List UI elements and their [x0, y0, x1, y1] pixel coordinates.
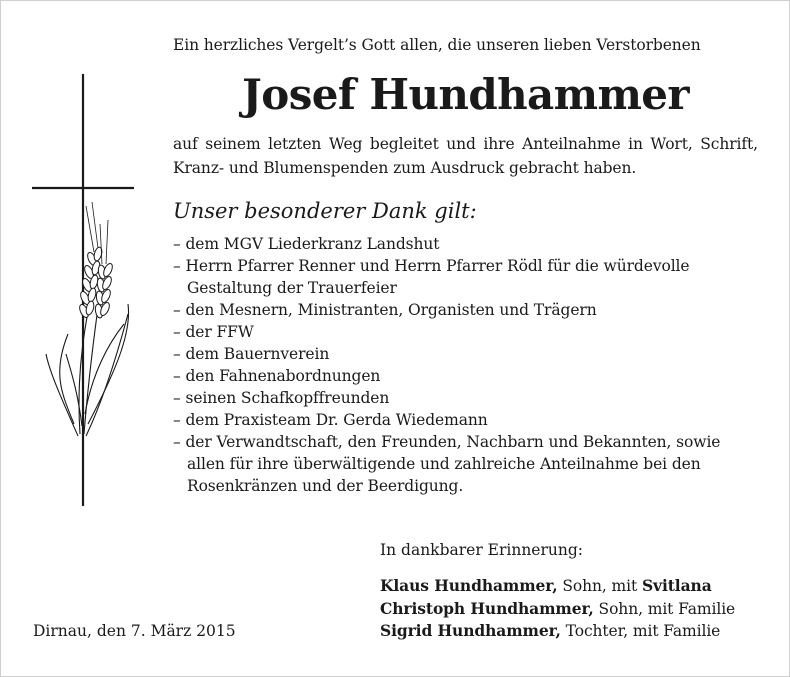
- intro-text: Ein herzliches Vergelt’s Gott allen, die unseren lieben Verstorbenen: [173, 36, 701, 54]
- signature-partner: Svitlana: [641, 576, 712, 595]
- signature-relation: Sohn, mit: [557, 577, 642, 595]
- list-item: – der Verwandtschaft, den Freunden, Nachbarn und Bekannten, sowie allen für ihre überwältigende und zahlreiche Anteilnahme bei den Rosenkränzen und der Beerdigung.: [173, 433, 721, 495]
- list-item: – seinen Schafkopffreunden: [173, 389, 390, 407]
- cross-with-wheat-icon: [28, 74, 148, 514]
- list-item: – dem MGV Liederkranz Landshut: [173, 235, 440, 253]
- signature-line: [380, 620, 780, 643]
- thanks-list: [173, 233, 758, 497]
- list-item: – dem Praxisteam Dr. Gerda Wiedemann: [173, 411, 488, 429]
- signature-line: [380, 575, 780, 598]
- closing-line: In dankbarer Erinnerung:: [380, 541, 583, 559]
- list-item: – den Fahnenabordnungen: [173, 367, 381, 385]
- list-item: – Herrn Pfarrer Renner und Herrn Pfarrer Rödl für die würdevolle Gestaltung der Trauerfeier: [173, 257, 690, 297]
- signatures: [380, 575, 780, 643]
- list-item: – dem Bauernverein: [173, 345, 330, 363]
- signature-relation: Tochter, mit Familie: [560, 622, 721, 640]
- signature-name: Christoph Hundhammer,: [380, 598, 594, 618]
- signature-name: Klaus Hundhammer,: [380, 576, 558, 595]
- signature-line: [380, 598, 780, 621]
- signature-relation: Sohn, mit Familie: [593, 599, 736, 618]
- list-item: – den Mesnern, Ministranten, Organisten und Trägern: [173, 301, 597, 319]
- thanks-heading: Unser besonderer Dank gilt:: [173, 199, 477, 223]
- signature-name: Sigrid Hundhammer,: [380, 621, 561, 640]
- deceased-name: Josef Hundhammer: [242, 70, 689, 119]
- place-date: Dirnau, den 7. März 2015: [33, 622, 236, 640]
- list-item: – der FFW: [173, 323, 254, 341]
- body-text: auf seinem letzten Weg begleitet und ihre Anteilnahme in Wort, Schrift, Kranz- und Blumenspenden zum Ausdruck gebracht haben.: [173, 135, 758, 177]
